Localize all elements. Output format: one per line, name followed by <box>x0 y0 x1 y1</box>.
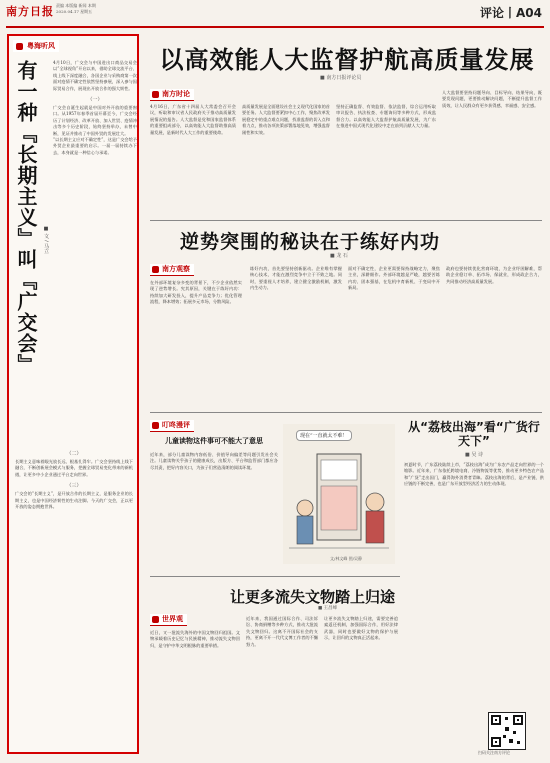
article-column-9: 近日，又一批流失海外的中国文物回归祖国。文物承载着历史记忆与民族精神，推动流失文物回归，是守护中华文明根脉的重要举措。 <box>150 630 240 648</box>
qr-code[interactable] <box>488 712 526 750</box>
article-column-4: 人大监督要坚持问题导向、目标导向、结果导向，既要发现问题，更要推动解决问题，不断提升监督工作质效，让人民群众有更多获得感、幸福感、安全感。 <box>442 90 542 108</box>
side-article-body: 初夏时节，广东荔枝陆续上市，“荔枝出海”成为广东农产品走向世界的一个缩影。近年来，广东依托跨境电商、冷链物流等优势，推动更多特色农产品和“广货”走出国门，赢得海外消费者青睐。荔枝出海的背后，是产业链、供应链的不断完善，也是广东开放型经济活力的生动体现。 <box>404 462 544 487</box>
second-headline: 逆势突围的秘诀在于练好内功 <box>180 231 441 253</box>
article-column-6: 练好内功，首先要坚持创新驱动。企业唯有掌握核心技术，才能在激烈竞争中立于不败之地。同时，要重视人才培养，建立健全激励机制，激发内生动力。 <box>250 266 342 291</box>
article-column-2: 高质量发展是全面建设社会主义现代化国家的首要任务。人大监督要紧扣中心工作，聚焦改革发展稳定中的重点难点问题，找准监督的切入点和着力点，推动各项决策部署落地见效，增强监督刚性和实效。 <box>242 104 330 135</box>
column-tag-nanfang-guancha: 南方观察 <box>150 264 194 276</box>
article-column-11: 让更多流失文物踏上归途，需要完善追索返还机制，加强国际合作，用好法律武器，同时也要做好文物的保护与展示，让回归的文物真正活起来。 <box>324 616 398 641</box>
masthead-divider <box>6 26 544 28</box>
cartoon-article-body: 近年来，部分儿童读物内容低俗、价值导向偏差等问题引发社会关注。儿童读物关乎孩子的健康成长，出版方、平台和监管部门都应各尽其责，把好内容关口，为孩子们营造清朗的阅读环境。 <box>150 452 278 470</box>
newspaper-logo: 南方日报 <box>6 5 54 18</box>
section-divider <box>150 576 400 577</box>
column-tag-icon <box>152 91 159 98</box>
qr-code-label: 扫码关注南方评论 <box>478 750 510 755</box>
main-headline: 以高效能人大监督护航高质量发展 <box>159 46 535 74</box>
column-tag-icon <box>152 266 159 273</box>
left-article-title: 有一种『长期主义』叫『广交会』 <box>14 60 38 375</box>
column-tag-nanfang-shilun: 南方时论 <box>150 89 194 101</box>
column-tag-icon <box>16 43 23 50</box>
third-headline-byline: ■ 王昌峰 <box>318 606 338 611</box>
article-column-1: 4月16日，广东省十四届人大常委会召开会议，听取和审议省人民政府关于推动高质量发展情况的报告。人大监督是党和国家监督体系的重要组成部分，以高效能人大监督助推高质量发展，是新时代人大工作的重要使命。 <box>150 104 236 135</box>
column-tag-icon <box>152 422 159 429</box>
left-article-body: 4月10日，广交会与中国进出口商品交易会以“全球视角”开启以来，借助全球交流平台、线上线下深度融合，各国企业与采购商第一次面对疫情不确定性依然坚持参展，深入参与国际贸易合作，展现出开放合作的强大韧性。 （一） 广交会自诞生起就是中国对外开放的重要窗口。从1957年春季首届开幕至今，广交会经历了计划经济、改革开放、加入世贸、疫情冲击等多个历史阶段，始终坚持举办，未曾中断，见证并推动了中国外贸的发展壮大。 “以长期主义应对不确定性”，这是广交会给予外贸企业最重要的启示。一届一届持续办下去，本身就是一种信心与承诺。 <box>53 60 137 155</box>
cartoon-caption: 文/林文峰 图/吴静 <box>330 556 362 561</box>
section-divider <box>150 220 542 221</box>
second-headline-byline: ■ 龙 石 <box>330 253 348 259</box>
left-article-body-lower: （二） 长期主义意味着眼光放长远、根基扎得牢。广交会坚持线上线下融合，不断创新展会模式与服务，把握全球贸易变化带来的新机遇，让更多中小企业通过平台走向世界。 （三） 广交会的“长期主义”，是开放合作的长期主义，是服务企业的长期主义，也是中国经济韧性的生动注脚。今天的广交会，正以更开放的姿态拥抱世界。 <box>15 451 133 510</box>
third-headline: 让更多流失文物踏上归途 <box>230 588 396 606</box>
article-column-5: 在外部环境复杂多变的背景下，不少企业依然实现了逆势增长。究其原因，关键在于练好内功：持续加大研发投入，提升产品竞争力；优化管理流程，降本增效；拓展多元市场，分散风险。 <box>150 280 242 305</box>
cartoon-speech-bubble: 现在“一直就太不难！ <box>296 430 352 441</box>
publication-info: 责编 本版编 新闻 本期 2020.04.17 星期五 <box>56 3 96 14</box>
main-headline-byline: ■ 南方日报评论员 <box>320 75 362 81</box>
cartoon-illustration <box>283 424 395 564</box>
article-column-3: 坚持正确监督、有效监督、依法监督，综合运用听取审议报告、执法检查、专题询问等多种方式，形成监督合力。以高效能人大监督护航高质量发展，为广东在推进中国式现代化建设中走在前列贡献人大力量。 <box>336 104 436 129</box>
article-column-8: 政府也要持续优化营商环境，为企业纾困解难，帮助企业稳订单、拓市场、保就业，形成政企合力，共同推动经济高质量发展。 <box>446 266 542 284</box>
section-divider <box>150 412 542 413</box>
cartoon-article-title: 儿童读物这件事可不能大了意思 <box>165 437 263 445</box>
side-article-author: ■ 吴 诗 <box>465 452 483 458</box>
column-tag-icon <box>152 616 159 623</box>
section-label: 评论丨A04 <box>480 6 542 20</box>
qr-code-icon <box>489 713 525 749</box>
column-tag-yuehai: 粤海听风 <box>13 40 59 52</box>
column-tag-dingdong: 叮咚漫评 <box>150 420 194 432</box>
article-column-10: 近年来，我国通过国际合作、司法诉讼、协商捐赠等多种方式，推动大批流失文物回归。这离不开国际社会的支持，更离不开一代代文博工作者的不懈努力。 <box>246 616 318 647</box>
article-column-7: 面对不确定性，企业更需要保持战略定力，聚焦主业，深耕细作。外部环境越是严峻，越要苦练内功、固本强基，在危机中育新机、于变局中开新局。 <box>348 266 440 291</box>
side-article-title: 从“荔枝出海”看“广货行天下” <box>408 420 540 448</box>
masthead <box>0 0 550 28</box>
left-column-article <box>7 34 139 754</box>
cartoon-drawing <box>283 424 395 564</box>
left-article-author: ■ 文 / 马立 <box>43 226 49 254</box>
column-tag-shijieguan: 世界观 <box>150 614 187 626</box>
